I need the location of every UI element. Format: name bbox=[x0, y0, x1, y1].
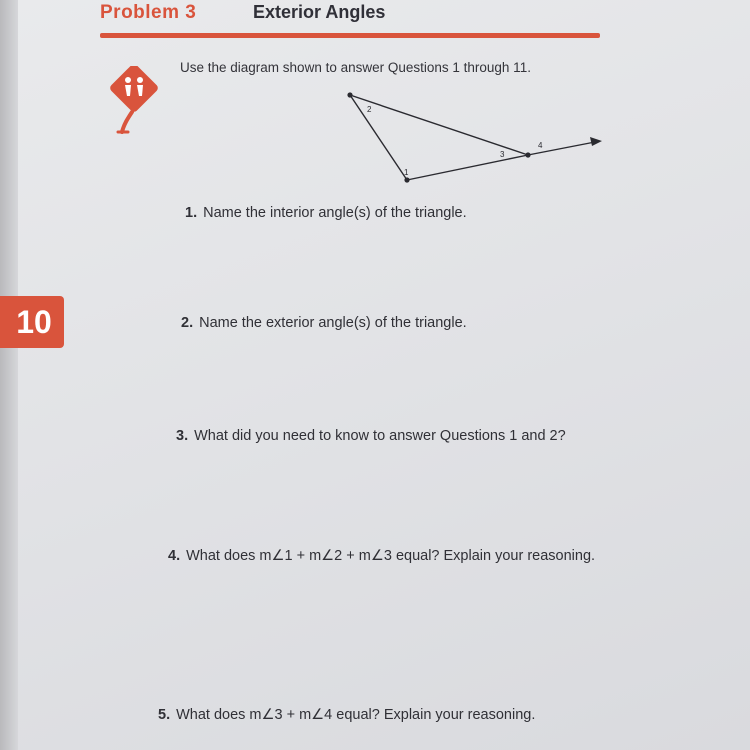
question-number: 3. bbox=[176, 428, 189, 444]
angle-label-2: 2 bbox=[367, 105, 372, 114]
question-number: 5. bbox=[158, 707, 171, 723]
header-rule bbox=[100, 33, 600, 38]
instruction-text: Use the diagram shown to answer Questions 1 through 11. bbox=[180, 60, 531, 75]
triangle-sides bbox=[350, 95, 595, 180]
question-4 bbox=[168, 548, 595, 564]
page-edge bbox=[0, 0, 18, 750]
angle-label-3: 3 bbox=[500, 150, 505, 159]
problem-label: Problem 3 bbox=[100, 2, 197, 23]
question-text: Name the interior angle(s) of the triangle. bbox=[203, 205, 467, 221]
triangle-diagram bbox=[340, 85, 610, 185]
vertex-point bbox=[404, 177, 409, 182]
question-text: What did you need to know to answer Questions 1 and 2? bbox=[194, 428, 566, 444]
question-text: What does m∠3 + m∠4 equal? Explain your reasoning. bbox=[176, 707, 536, 723]
question-text: What does m∠1 + m∠2 + m∠3 equal? Explain your reasoning. bbox=[186, 548, 596, 564]
vertex-point bbox=[525, 152, 530, 157]
angle-label-1: 1 bbox=[404, 168, 409, 177]
question-5 bbox=[158, 707, 535, 723]
header bbox=[100, 0, 620, 50]
question-1 bbox=[185, 205, 467, 221]
page-number-badge: 10 bbox=[0, 296, 64, 348]
pedestrian-sign-icon bbox=[108, 66, 164, 136]
section-title: Exterior Angles bbox=[253, 2, 386, 22]
angle-label-4: 4 bbox=[538, 141, 543, 150]
question-number: 1. bbox=[185, 205, 198, 221]
question-3 bbox=[176, 428, 566, 444]
question-text: Name the exterior angle(s) of the triangle. bbox=[199, 315, 467, 331]
ray-arrowhead bbox=[590, 137, 602, 146]
question-2 bbox=[181, 315, 467, 331]
vertex-point bbox=[347, 92, 352, 97]
question-number: 2. bbox=[181, 315, 194, 331]
question-number: 4. bbox=[168, 548, 181, 564]
